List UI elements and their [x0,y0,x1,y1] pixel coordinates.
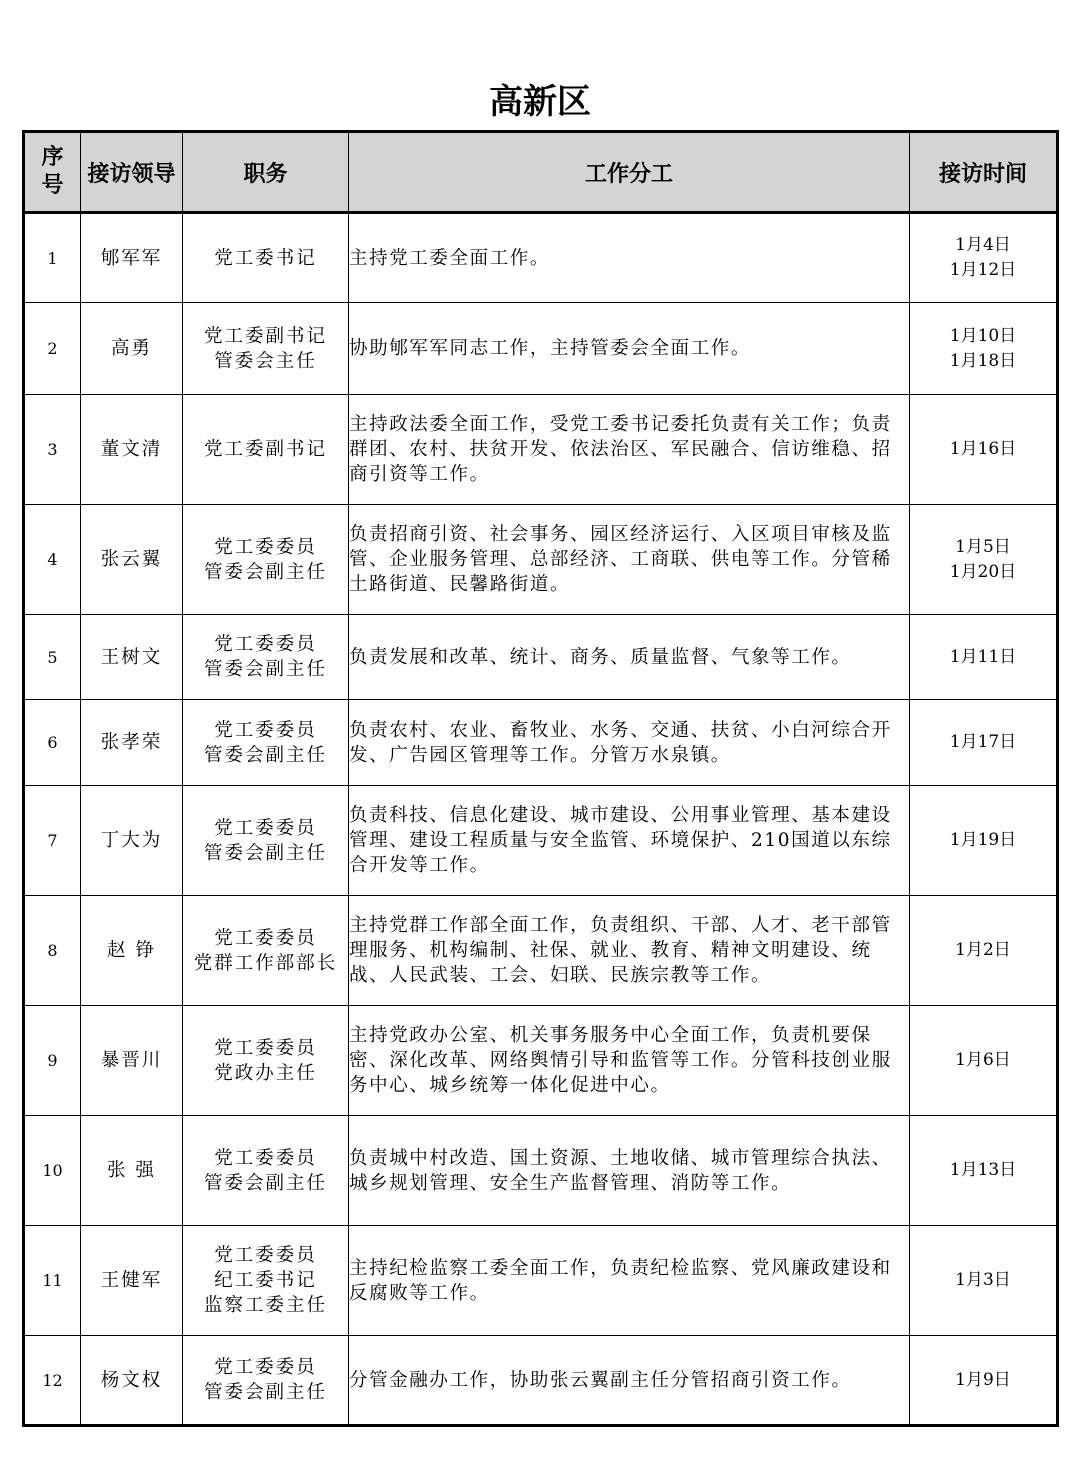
row-leader-name: 赵 铮 [81,896,183,1006]
row-seq: 2 [24,303,81,395]
row-reception-dates [910,1336,1058,1426]
position-line: 管委会副主任 [203,842,327,864]
row-position [183,1116,349,1226]
reception-date: 1月10日 [949,325,1017,346]
row-leader-name: 张 强 [81,1116,183,1226]
row-leader-name: 高勇 [81,303,183,395]
seq-header-line1: 序 [41,145,64,170]
row-seq: 1 [24,213,81,303]
column-header-position: 职务 [183,132,349,213]
table-row [24,786,1058,896]
row-reception-dates [910,896,1058,1006]
reception-date: 1月11日 [949,646,1017,667]
row-reception-dates [910,786,1058,896]
row-leader-name: 张云翼 [81,505,183,615]
row-seq: 6 [24,700,81,786]
reception-date: 1月9日 [955,1369,1011,1390]
reception-date: 1月13日 [949,1160,1017,1180]
position-line: 管委会主任 [214,350,317,372]
reception-date: 1月12日 [949,260,1017,280]
row-duty: 协助郇军军同志工作，主持管委会全面工作。 [349,303,910,395]
row-seq: 12 [24,1336,81,1426]
row-duty: 主持纪检监察工委全面工作，负责纪检监察、党风廉政建设和反腐败等工作。 [349,1226,910,1336]
row-duty: 主持党群工作部全面工作，负责组织、干部、人才、老干部管理服务、机构编制、社保、就业、教育、精神文明建设、统战、人民武装、工会、妇联、民族宗教等工作。 [349,896,910,1006]
row-reception-dates [910,213,1058,303]
row-seq: 4 [24,505,81,615]
position-line: 管委会副主任 [203,659,327,680]
table-row [24,1116,1058,1226]
row-reception-dates [910,303,1058,395]
position-line: 党工委委员 [214,927,317,949]
table-body [24,213,1058,1426]
row-seq: 9 [24,1006,81,1116]
table-row [24,615,1058,700]
row-reception-dates [910,700,1058,786]
reception-schedule-table [22,130,1059,1427]
position-line: 党政办主任 [214,1062,317,1084]
reception-date: 1月5日 [955,536,1011,557]
position-line: 管委会副主任 [203,1172,327,1194]
position-line: 党工委书记 [214,247,317,269]
seq-header-line2: 号 [41,173,64,198]
page-title: 高新区 [489,82,591,122]
position-line: 党工委委员 [214,1245,317,1266]
row-leader-name: 王健军 [81,1226,183,1336]
row-duty: 负责招商引资、社会事务、园区经济运行、入区项目审核及监管、企业服务管理、总部经济、工商联、供电等工作。分管稀土路街道、民馨路街道。 [349,505,910,615]
row-seq: 8 [24,896,81,1006]
position-line: 党工委委员 [214,536,317,558]
position-line: 党群工作部部长 [193,952,338,974]
reception-date: 1月6日 [955,1050,1011,1070]
row-duty: 负责农村、农业、畜牧业、水务、交通、扶贫、小白河综合开发、广告园区管理等工作。分管万水泉镇。 [349,700,910,786]
column-header-time: 接访时间 [910,132,1058,213]
table-row [24,303,1058,395]
row-duty: 主持党政办公室、机关事务服务中心全面工作，负责机要保密、深化改革、网络舆情引导和监管等工作。分管科技创业服务中心、城乡统筹一体化促进中心。 [349,1006,910,1116]
table-row [24,896,1058,1006]
reception-date: 1月3日 [955,1270,1011,1290]
reception-date: 1月18日 [949,350,1017,371]
row-position [183,1006,349,1116]
position-line: 党工委副书记 [203,439,327,460]
row-seq: 3 [24,395,81,505]
row-leader-name: 郇军军 [81,213,183,303]
row-duty: 主持党工委全面工作。 [349,213,910,303]
row-reception-dates [910,1226,1058,1336]
row-leader-name: 暴晋川 [81,1006,183,1116]
row-position [183,896,349,1006]
row-seq: 7 [24,786,81,896]
row-seq: 10 [24,1116,81,1226]
table-row [24,395,1058,505]
reception-date: 1月19日 [949,830,1017,850]
position-line: 党工委副书记 [203,325,327,347]
row-leader-name: 董文清 [81,395,183,505]
table-row [24,1226,1058,1336]
row-duty: 负责城中村改造、国土资源、土地收储、城市管理综合执法、城乡规划管理、安全生产监督管理、消防等工作。 [349,1116,910,1226]
row-position [183,1226,349,1336]
table-row [24,1006,1058,1116]
position-line: 管委会副主任 [203,1382,327,1403]
row-position [183,700,349,786]
row-position [183,213,349,303]
table-row [24,505,1058,615]
row-position [183,505,349,615]
table-row [24,700,1058,786]
row-leader-name: 张孝荣 [81,700,183,786]
row-position [183,303,349,395]
position-line: 纪工委书记 [214,1270,317,1291]
row-seq: 11 [24,1226,81,1336]
row-position [183,395,349,505]
table-header-row [24,132,1058,213]
reception-date: 1月4日 [955,235,1011,255]
column-header-leader: 接访领导 [81,132,183,213]
row-leader-name: 王树文 [81,615,183,700]
position-line: 监察工委主任 [203,1295,327,1316]
row-leader-name: 杨文权 [81,1336,183,1426]
reception-date: 1月20日 [949,561,1017,582]
position-line: 党工委委员 [214,817,317,839]
position-line: 党工委委员 [214,1037,317,1059]
column-header-seq [24,132,81,213]
table-row [24,1336,1058,1426]
table-row [24,213,1058,303]
row-reception-dates [910,505,1058,615]
column-header-duty: 工作分工 [349,132,910,213]
row-reception-dates [910,1006,1058,1116]
row-position [183,786,349,896]
row-duty: 负责发展和改革、统计、商务、质量监督、气象等工作。 [349,615,910,700]
position-line: 管委会副主任 [203,561,327,583]
position-line: 党工委委员 [214,1357,317,1378]
row-seq: 5 [24,615,81,700]
position-line: 党工委委员 [214,719,317,741]
row-leader-name: 丁大为 [81,786,183,896]
position-line: 党工委委员 [214,1147,317,1169]
row-position [183,615,349,700]
row-duty: 负责科技、信息化建设、城市建设、公用事业管理、基本建设管理、建设工程质量与安全监管、环境保护、210国道以东综合开发等工作。 [349,786,910,896]
reception-date: 1月16日 [949,439,1017,459]
reception-date: 1月2日 [955,940,1011,960]
row-duty: 主持政法委全面工作，受党工委书记委托负责有关工作；负责群团、农村、扶贫开发、依法治区、军民融合、信访维稳、招商引资等工作。 [349,395,910,505]
row-duty: 分管金融办工作，协助张云翼副主任分管招商引资工作。 [349,1336,910,1426]
row-reception-dates [910,1116,1058,1226]
reception-date: 1月17日 [949,732,1017,752]
row-position [183,1336,349,1426]
row-reception-dates [910,395,1058,505]
row-reception-dates [910,615,1058,700]
position-line: 党工委委员 [214,634,317,655]
position-line: 管委会副主任 [203,744,327,766]
